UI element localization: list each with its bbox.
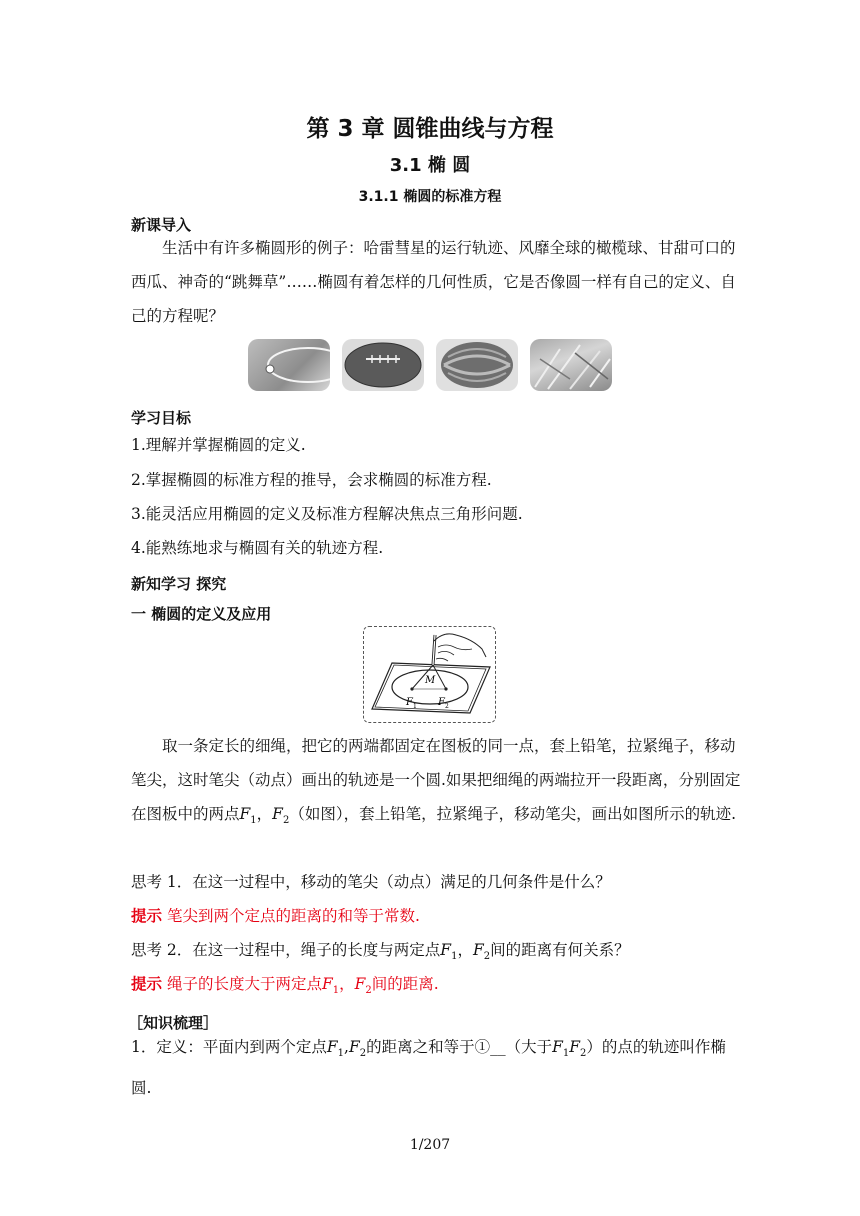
focus-f-symbol: F <box>569 1038 581 1056</box>
focus-subscript: 2 <box>359 1048 367 1060</box>
tip-1 <box>131 904 420 926</box>
section-title: 3.1 椭 圆 <box>389 155 471 176</box>
focus-f-symbol: F <box>348 1038 360 1056</box>
separator: ， <box>339 975 355 993</box>
point-m-label: M <box>425 675 436 686</box>
objective-2: 2.掌握椭圆的标准方程的推导，会求椭圆的标准方程. <box>131 471 492 489</box>
point-f1-label: F <box>406 697 413 708</box>
dancing-grass-photo <box>530 339 612 391</box>
focus-subscript: 2 <box>282 815 290 827</box>
tip-2-text-c: 间的距离. <box>371 975 439 993</box>
explore-para-end: （如图），套上铅笔，拉紧绳子，移动笔尖，画出如图所示的轨迹. <box>289 805 736 823</box>
separator: ， <box>457 941 473 959</box>
tip-2-text-a: 绳子的长度大于两定点 <box>166 975 322 993</box>
point-f2-subscript: 2 <box>445 703 449 710</box>
knowledge-heading: ［知识梳理］ <box>128 1014 219 1032</box>
focus-subscript: 1 <box>250 815 257 827</box>
focus-subscript: 1 <box>562 1048 570 1060</box>
think-2-text-a: 思考 2．在这一过程中，绳子的长度与两定点 <box>131 941 441 959</box>
example-photos <box>248 339 612 391</box>
point-f2-label: F <box>438 697 445 708</box>
definition-paragraph <box>131 1030 741 1105</box>
objectives-heading: 学习目标 <box>131 409 192 427</box>
separator: ， <box>256 805 273 823</box>
football-photo <box>342 339 424 391</box>
focus-f-symbol: F <box>272 805 283 823</box>
focus-f-symbol: F <box>239 805 251 823</box>
explore-para-start: 取一条定长的细绳，把它的两端都固定在图板的同一点，套上铅笔，拉紧绳子，移动笔尖，这时笔尖（动点）画出的轨迹是一个圆.如果把细绳的两端拉开一段距离，分别固定在图板中的两点 <box>131 737 741 823</box>
definition-text-c: 的距离之和等于①__（大于 <box>366 1038 553 1056</box>
think-1: 思考 1．在这一过程中，移动的笔尖（动点）满足的几何条件是什么？ <box>131 873 611 891</box>
think-2 <box>131 938 630 962</box>
tip-label: 提示 <box>131 975 163 993</box>
explore-heading: 新知学习 探究 <box>131 575 227 593</box>
explore-subheading: 一 椭圆的定义及应用 <box>131 605 272 623</box>
focus-subscript: 2 <box>580 1048 587 1060</box>
focus-subscript: 2 <box>483 951 491 963</box>
subsection-title: 3.1.1 椭圆的标准方程 <box>358 189 502 205</box>
point-f1-subscript: 1 <box>413 703 417 710</box>
separator: , <box>344 1038 349 1056</box>
objective-1: 1.理解并掌握椭圆的定义. <box>131 436 306 454</box>
focus-subscript: 1 <box>451 951 458 963</box>
intro-text: 生活中有许多椭圆形的例子：哈雷彗星的运行轨迹、风靡全球的橄榄球、甘甜可口的西瓜、神奇的“跳舞草”……椭圆有着怎样的几何性质，它是否像圆一样有自己的定义、自己的方程呢？ <box>131 239 736 325</box>
focus-f-symbol: F <box>321 975 333 993</box>
objective-3: 3.能灵活应用椭圆的定义及标准方程解决焦点三角形问题. <box>131 505 523 523</box>
ellipse-drawing-figure <box>363 626 496 723</box>
focus-f-symbol: F <box>440 941 452 959</box>
chapter-title: 第 3 章 圆锥曲线与方程 <box>306 116 554 142</box>
tip-1-text: 笔尖到两个定点的距离的和等于常数. <box>166 907 420 925</box>
comet-photo <box>248 339 330 391</box>
focus-f-symbol: F <box>552 1038 563 1056</box>
focus-f-symbol: F <box>326 1038 338 1056</box>
explore-paragraph <box>131 729 741 838</box>
focus-f-symbol: F <box>472 941 484 959</box>
tip-label: 提示 <box>131 907 163 925</box>
definition-text-a: 1．定义：平面内到两个定点 <box>131 1038 327 1056</box>
intro-heading: 新课导入 <box>131 216 192 234</box>
page-number: 1/207 <box>409 1137 451 1153</box>
focus-subscript: 2 <box>365 985 372 997</box>
watermelon-photo <box>436 339 518 391</box>
focus-subscript: 1 <box>337 1048 345 1060</box>
definition-text-d: ）的点的轨迹叫作椭圆. <box>131 1038 726 1098</box>
think-2-text-c: 间的距离有何关系？ <box>490 941 630 959</box>
tip-2 <box>131 972 439 996</box>
focus-subscript: 1 <box>332 985 340 997</box>
focus-f-symbol: F <box>354 975 366 993</box>
objective-4: 4.能熟练地求与椭圆有关的轨迹方程. <box>131 539 384 557</box>
